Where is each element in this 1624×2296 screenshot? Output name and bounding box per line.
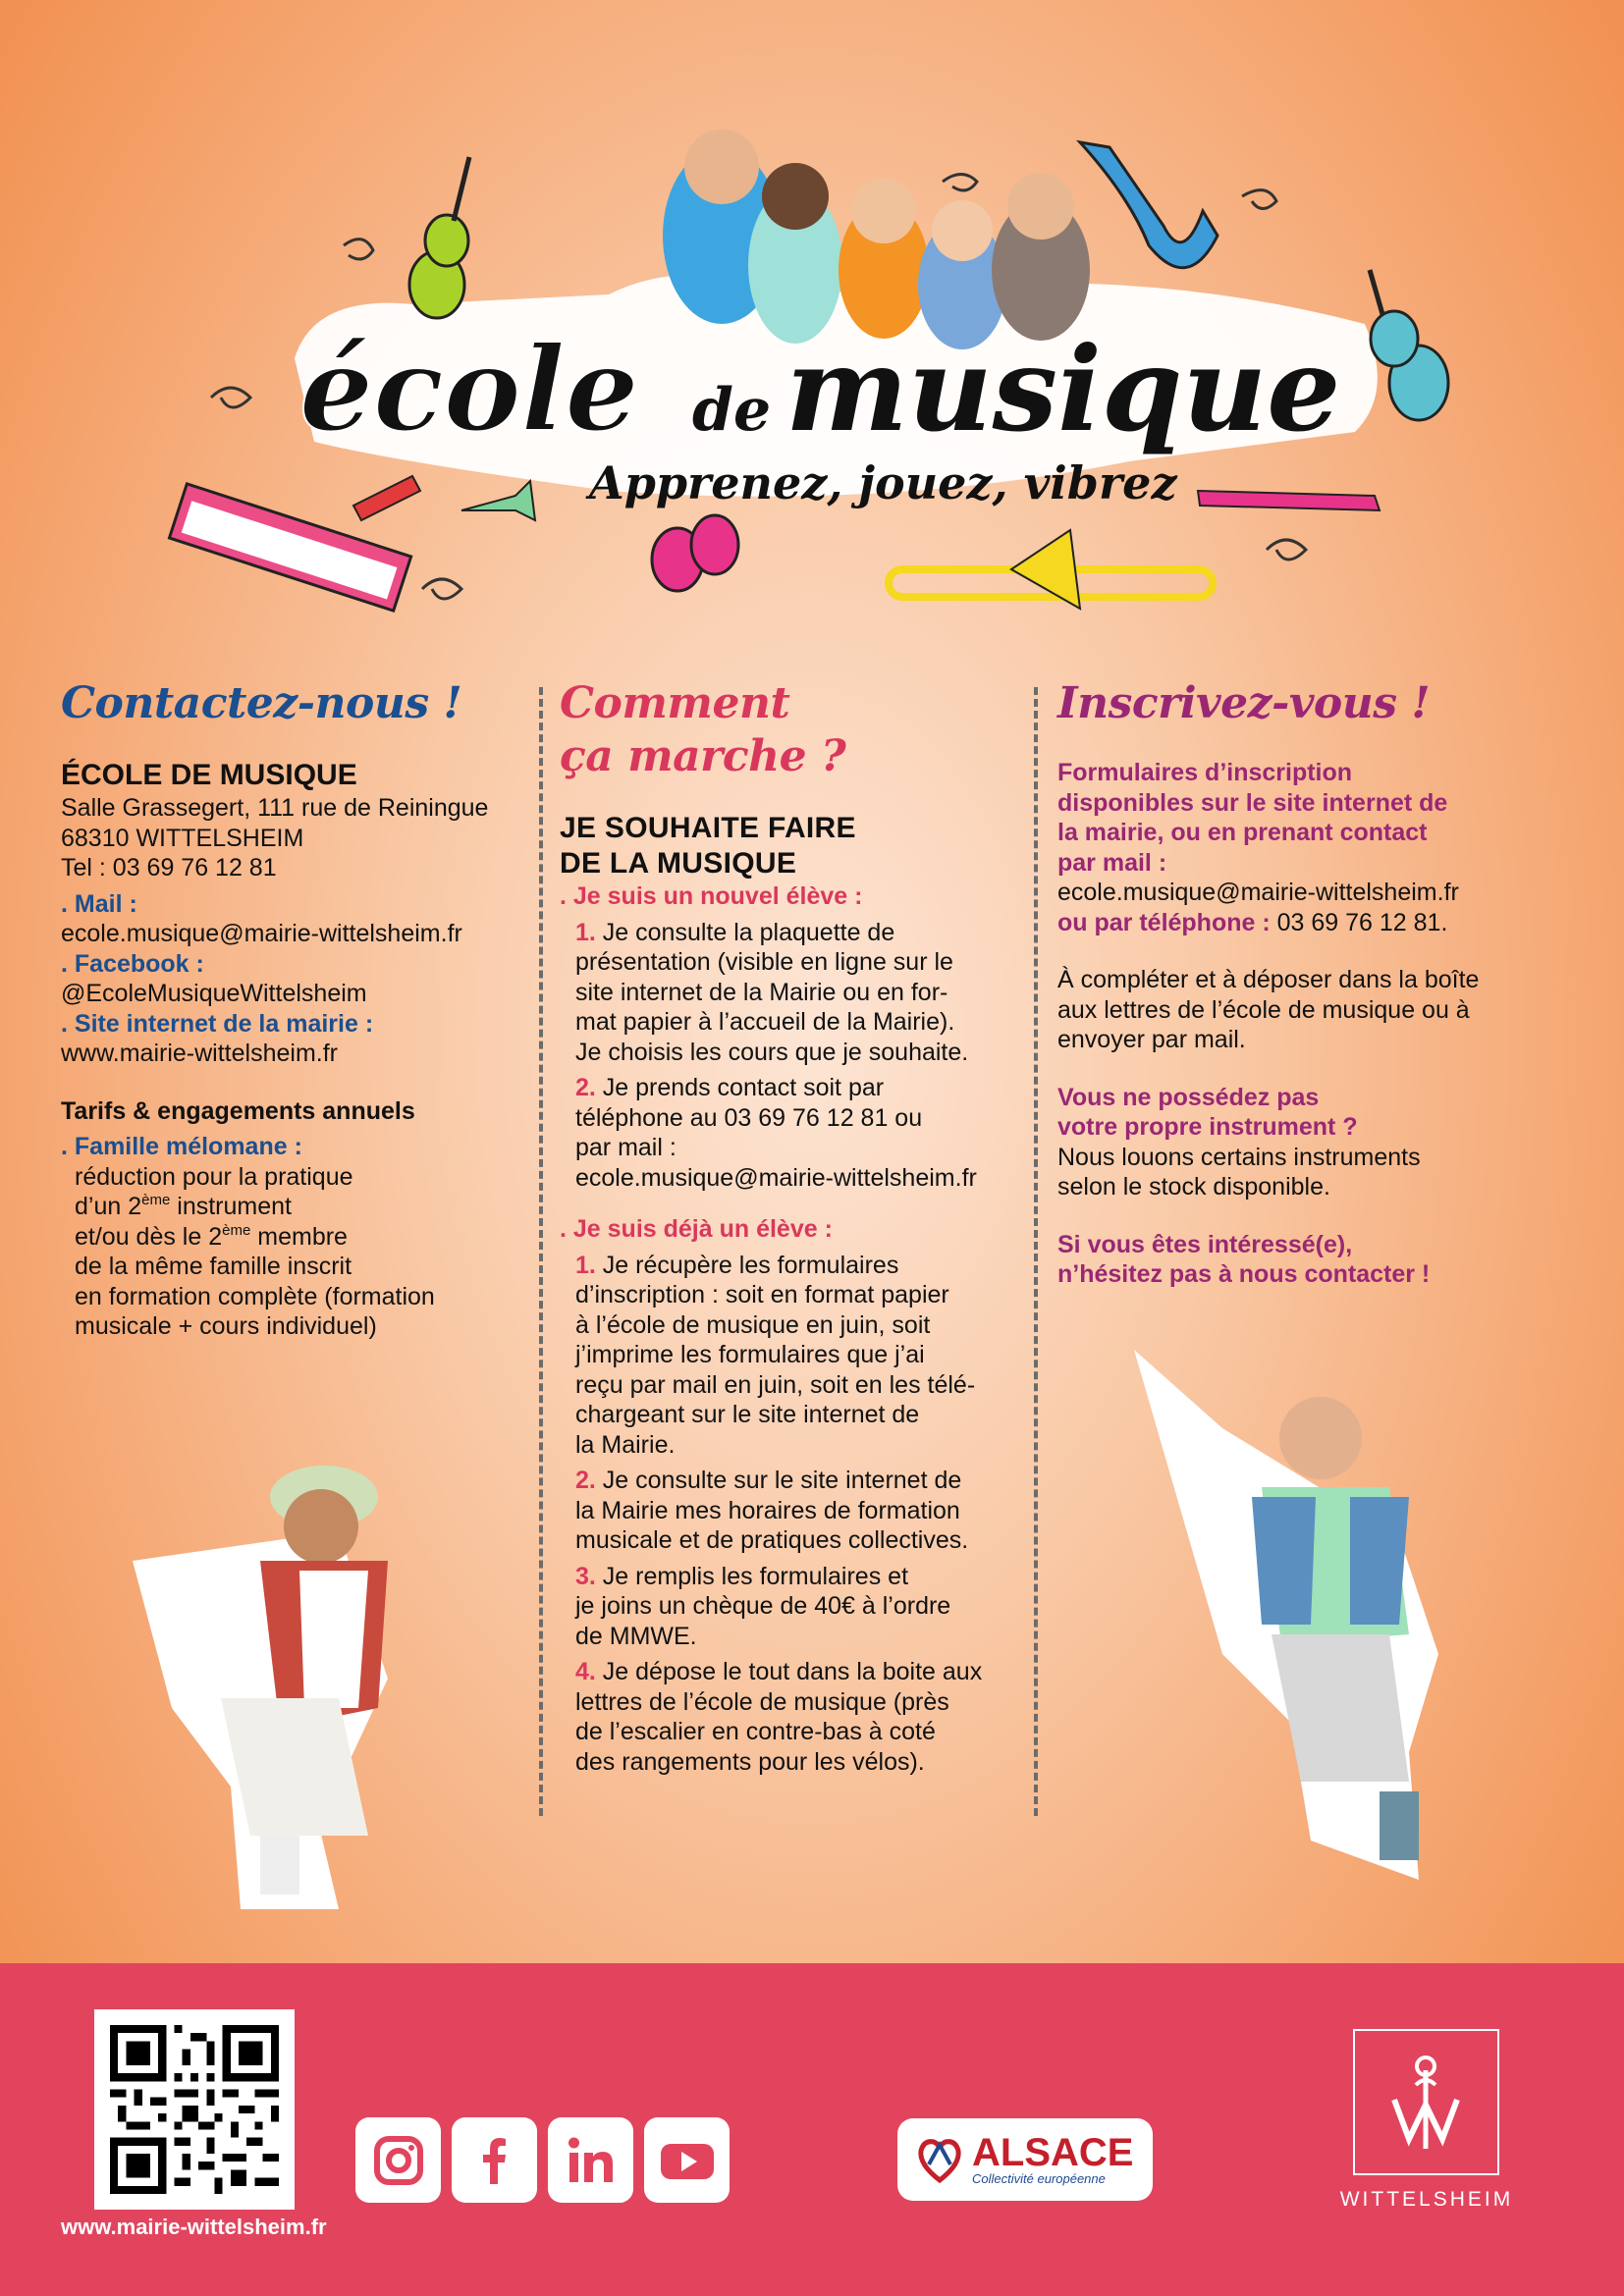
step-line [575,1687,1041,1718]
step-line [575,947,1041,978]
howto-column [560,677,1041,1777]
step-text: la Mairie. [575,1430,676,1459]
instrument-question: votre propre instrument ? [1057,1113,1358,1141]
facebook-icon[interactable] [452,2117,537,2203]
famille-line: d’un 2ème instrument [75,1192,292,1220]
tarifs-heading: Tarifs & engagements annuels [61,1096,415,1125]
violin-icon [409,157,469,318]
step-text: site internet de la Mairie ou en for- [575,978,948,1006]
step-text: téléphone au 03 69 76 12 81 ou [575,1103,923,1132]
step-text: je joins un chèque de 40€ à l’ordre [575,1592,951,1620]
step-text: reçu par mail en juin, soit en les télé- [575,1370,976,1399]
alsace-logo[interactable] [897,2118,1153,2201]
step-text: la Mairie mes horaires de formation [575,1496,960,1524]
saxophone-icon [1080,142,1218,268]
kids-group-photo [663,130,1090,349]
signup-mail-link[interactable]: ecole.musique@mairie-wittelsheim.fr [1057,879,1459,906]
step-text: Je prends contact soit par [595,1074,885,1101]
forms-line: la mairie, ou en prenant contact [1057,819,1428,846]
interest-line: Si vous êtes intéressé(e), [1057,1230,1353,1258]
step-line [575,1007,1041,1038]
contact-column [61,677,532,1342]
qr-code-graphic [110,2025,279,2194]
qr-code[interactable] [94,2009,295,2210]
step-text: lettres de l’école de musique (près [575,1687,949,1716]
existing-student-steps [560,1251,1041,1778]
step-line [575,1747,1041,1778]
signup-column [1057,677,1548,1290]
step-text: Je consulte la plaquette de [595,918,895,946]
step-text: d’inscription : soit en format papier [575,1281,949,1308]
facebook-label: . Facebook : [61,949,204,978]
step-line [575,1430,1041,1461]
step-number: 1. [575,918,596,946]
new-student-label: . Je suis un nouvel élève : [560,882,863,910]
step-text: Je remplis les formulaires et [595,1562,909,1590]
phone-label: ou par téléphone : [1057,908,1271,936]
title-musique: musique [785,321,1341,457]
famille-line: réduction pour la pratique [75,1162,353,1191]
step-text: musicale et de pratiques collectives. [575,1526,969,1554]
instrument-answer: Nous louons certains instruments [1057,1143,1421,1171]
wittelsheim-name: WITTELSHEIM [1339,2188,1514,2211]
address-line2: 68310 WITTELSHEIM [61,824,304,852]
step-number: 2. [575,1467,596,1494]
mail-label: . Mail : [61,889,137,918]
alsace-name: ALSACE [972,2131,1134,2174]
existing-student-label: . Je suis déjà un élève : [560,1215,833,1243]
instrument-answer: selon le stock disponible. [1057,1173,1330,1201]
wittelsheim-emblem[interactable] [1353,2029,1499,2175]
wittelsheim-crest-icon [1355,2031,1497,2173]
step-item [560,1466,1041,1556]
girl-jumping-photo [93,1414,417,1924]
step-line [575,1400,1041,1430]
interest-line: n’hésitez pas à nous contacter ! [1057,1260,1431,1288]
step-line [575,1591,1041,1622]
step-text: Je dépose le tout dans la boite aux [595,1658,983,1685]
step-line [575,1622,1041,1652]
step-line [575,1717,1041,1747]
famille-line: et/ou dès le 2ème membre [75,1221,348,1251]
step-text: à l’école de musique en juin, soit [575,1310,931,1339]
tagline: Apprenez, jouez, vibrez [589,456,1177,509]
step-item [560,1657,1041,1777]
trumpet-icon [461,481,535,520]
howto-sub-line1: JE SOUHAITE FAIRE [560,812,856,844]
step-line [575,1657,1041,1687]
complete-line: envoyer par mail. [1057,1026,1246,1053]
step-number: 3. [575,1562,596,1590]
step-line [575,1038,1041,1068]
step-line [575,1280,1041,1310]
famille-label: . Famille mélomane : [61,1133,302,1160]
complete-line: À compléter et à déposer dans la boîte [1057,966,1480,993]
forms-line: disponibles sur le site internet de [1057,788,1448,817]
step-line [575,1073,1041,1103]
step-text: chargeant sur le site internet de [575,1401,920,1428]
mail-link[interactable]: ecole.musique@mairie-wittelsheim.fr [61,920,462,947]
step-item [560,1251,1041,1461]
step-line [575,1562,1041,1592]
howto-heading-line1: Comment [560,678,790,728]
step-line [575,1525,1041,1556]
org-name: ÉCOLE DE MUSIQUE [61,759,357,791]
step-line [575,1340,1041,1370]
complete-line: aux lettres de l’école de musique ou à [1057,995,1470,1024]
contact-heading: Contactez-nous ! [61,678,462,728]
step-text: mat papier à l’accueil de la Mairie). [575,1008,955,1036]
forms-line: par mail : [1057,848,1167,877]
step-text: par mail : [575,1134,677,1161]
step-line [575,1163,1041,1194]
cello-icon [1370,270,1448,420]
alsace-heart-icon [915,2135,964,2184]
step-item [560,1073,1041,1193]
header-artwork [0,0,1624,648]
step-line [575,1496,1041,1526]
step-line [575,1251,1041,1281]
title-de: de [692,376,772,445]
linkedin-icon[interactable] [548,2117,633,2203]
phone: Tel : 03 69 76 12 81 [61,854,277,881]
step-text: de l’escalier en contre-bas à coté [575,1718,936,1745]
step-line [575,978,1041,1008]
trombone-icon [889,530,1213,609]
step-line [575,1133,1041,1163]
title-ecole: école [299,321,639,457]
instagram-icon[interactable] [355,2117,441,2203]
signup-phone [1057,908,1548,938]
forms-line: Formulaires d’inscription [1057,759,1353,786]
step-text: ecole.musique@mairie-wittelsheim.fr [575,1163,977,1192]
step-text: Je consulte sur le site internet de [595,1467,962,1494]
howto-sub-line2: DE LA MUSIQUE [560,847,797,880]
howto-heading-line2: ça marche ? [560,731,846,781]
microphone-icon [353,476,420,520]
site-link[interactable]: www.mairie-wittelsheim.fr [61,1040,338,1067]
step-number: 2. [575,1074,596,1101]
column-divider [539,687,543,1816]
famille-line: de la même famille inscrit [75,1253,352,1280]
phone-value: 03 69 76 12 81. [1270,908,1448,936]
step-text: de MMWE. [575,1622,697,1650]
step-number: 1. [575,1251,596,1279]
step-item [560,1562,1041,1652]
address-line1: Salle Grassegert, 111 rue de Reiningue [61,794,489,822]
boy-jumping-photo [1114,1330,1448,1899]
new-student-steps [560,918,1041,1194]
step-line [575,1466,1041,1496]
step-text: Je choisis les cours que je souhaite. [575,1038,969,1066]
clarinet-icon [1198,491,1380,510]
qr-caption[interactable]: www.mairie-wittelsheim.fr [61,2215,327,2239]
step-line [575,1310,1041,1341]
column-divider [1034,687,1038,1816]
famille-line: musicale + cours individuel) [75,1312,377,1340]
youtube-icon[interactable] [644,2117,730,2203]
alsace-subtitle: Collectivité européenne [972,2171,1106,2186]
step-text: j’imprime les formulaires que j’ai [575,1341,925,1368]
step-line [575,1103,1041,1134]
famille-line: en formation complète (formation [75,1282,435,1310]
step-line [575,918,1041,948]
step-text: des rangements pour les vélos). [575,1747,925,1776]
step-item [560,918,1041,1068]
step-text: présentation (visible en ligne sur le [575,948,953,976]
step-text: Je récupère les formulaires [595,1251,899,1279]
site-label: . Site internet de la mairie : [61,1009,374,1038]
step-line [575,1370,1041,1401]
step-number: 4. [575,1658,596,1685]
facebook-link[interactable]: @EcoleMusiqueWittelsheim [61,980,367,1007]
instrument-question: Vous ne possédez pas [1057,1083,1320,1111]
maracas-icon [652,515,738,591]
signup-heading: Inscrivez-vous ! [1057,678,1431,728]
